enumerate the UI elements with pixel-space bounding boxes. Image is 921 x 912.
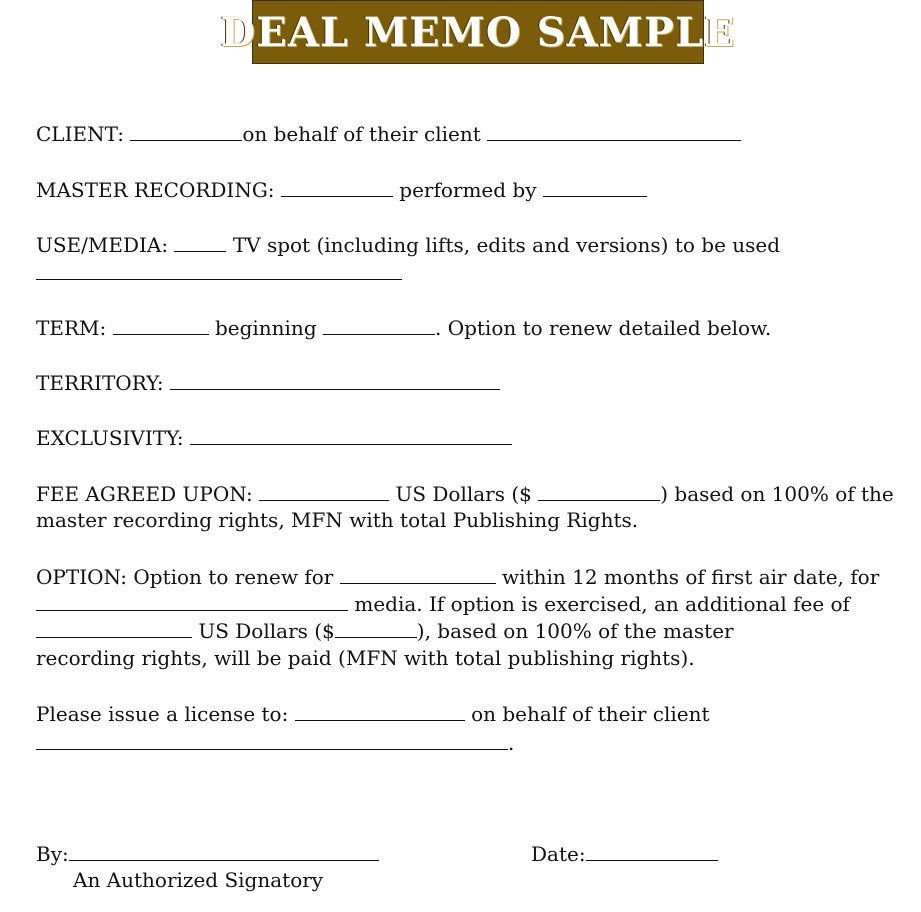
master-recording-blank[interactable]	[281, 176, 393, 197]
use-media-line-2	[36, 259, 402, 287]
option-text-2: media. If option is exercised, an additional fee of	[354, 592, 850, 616]
license-end: .	[508, 731, 515, 755]
option-line-1	[36, 563, 879, 591]
client-line	[36, 120, 741, 148]
use-media-blank-2[interactable]	[36, 259, 402, 280]
fee-amount-blank[interactable]	[538, 480, 660, 501]
use-media-text: TV spot (including lifts, edits and versions) to be used	[232, 233, 781, 257]
licensee-blank[interactable]	[295, 700, 465, 721]
option-fee-blank[interactable]	[36, 617, 192, 638]
term-line	[36, 314, 771, 342]
master-recording-line	[36, 176, 647, 204]
performed-by-label: performed by	[399, 178, 537, 202]
option-period-blank[interactable]	[340, 563, 496, 584]
fee-line-2	[36, 507, 638, 534]
signatory-label: An Authorized Signatory	[73, 868, 324, 892]
date-line	[531, 840, 718, 868]
option-text-1a: OPTION: Option to renew for	[36, 565, 334, 589]
use-media-label: USE/MEDIA:	[36, 233, 169, 257]
term-blank[interactable]	[113, 314, 209, 335]
exclusivity-blank[interactable]	[190, 424, 512, 445]
date-blank[interactable]	[586, 840, 718, 861]
title-banner	[220, 0, 736, 64]
option-text-3b: ), based on 100% of the master	[416, 619, 734, 643]
fee-label: FEE AGREED UPON:	[36, 482, 253, 506]
by-line	[36, 840, 379, 868]
term-label: TERM:	[36, 316, 107, 340]
fee-based-on: ) based on 100% of the	[660, 482, 894, 506]
license-text-b: on behalf of their client	[471, 702, 710, 726]
territory-blank[interactable]	[170, 369, 500, 390]
beginning-blank[interactable]	[323, 314, 435, 335]
use-media-blank[interactable]	[174, 231, 226, 252]
signature-blank[interactable]	[69, 840, 379, 861]
client-middle: on behalf of their client	[242, 122, 481, 146]
signatory-line	[73, 867, 323, 894]
license-line-2	[36, 729, 514, 757]
by-label: By:	[36, 842, 69, 866]
option-line-3	[36, 617, 734, 645]
option-text-4: recording rights, will be paid (MFN with total publishing rights).	[36, 646, 695, 670]
exclusivity-label: EXCLUSIVITY:	[36, 426, 184, 450]
option-media-blank[interactable]	[36, 590, 348, 611]
term-end-text: . Option to renew detailed below.	[434, 316, 772, 340]
option-text-3a: US Dollars ($	[198, 619, 335, 643]
client-blank[interactable]	[130, 120, 242, 141]
use-media-line	[36, 231, 780, 259]
fee-line	[36, 480, 894, 508]
license-line	[36, 700, 710, 728]
master-recording-label: MASTER RECORDING:	[36, 178, 275, 202]
license-client-blank[interactable]	[36, 729, 508, 750]
fee-us-dollars: US Dollars ($	[395, 482, 532, 506]
performer-blank[interactable]	[543, 176, 647, 197]
territory-line	[36, 369, 500, 397]
their-client-blank[interactable]	[487, 120, 741, 141]
option-line-4	[36, 645, 695, 672]
fee-blank[interactable]	[259, 480, 389, 501]
territory-label: TERRITORY:	[36, 371, 164, 395]
exclusivity-line	[36, 424, 512, 452]
option-text-1b: within 12 months of first air date, for	[502, 565, 880, 589]
option-line-2	[36, 590, 850, 618]
document-title: DEAL MEMO SAMPLE	[220, 8, 736, 56]
beginning-label: beginning	[214, 316, 317, 340]
date-label: Date:	[531, 842, 586, 866]
fee-text-2: master recording rights, MFN with total Publishing Rights.	[36, 508, 639, 532]
client-label: CLIENT:	[36, 122, 124, 146]
license-text-a: Please issue a license to:	[36, 702, 289, 726]
option-fee-amount-blank[interactable]	[335, 617, 417, 638]
